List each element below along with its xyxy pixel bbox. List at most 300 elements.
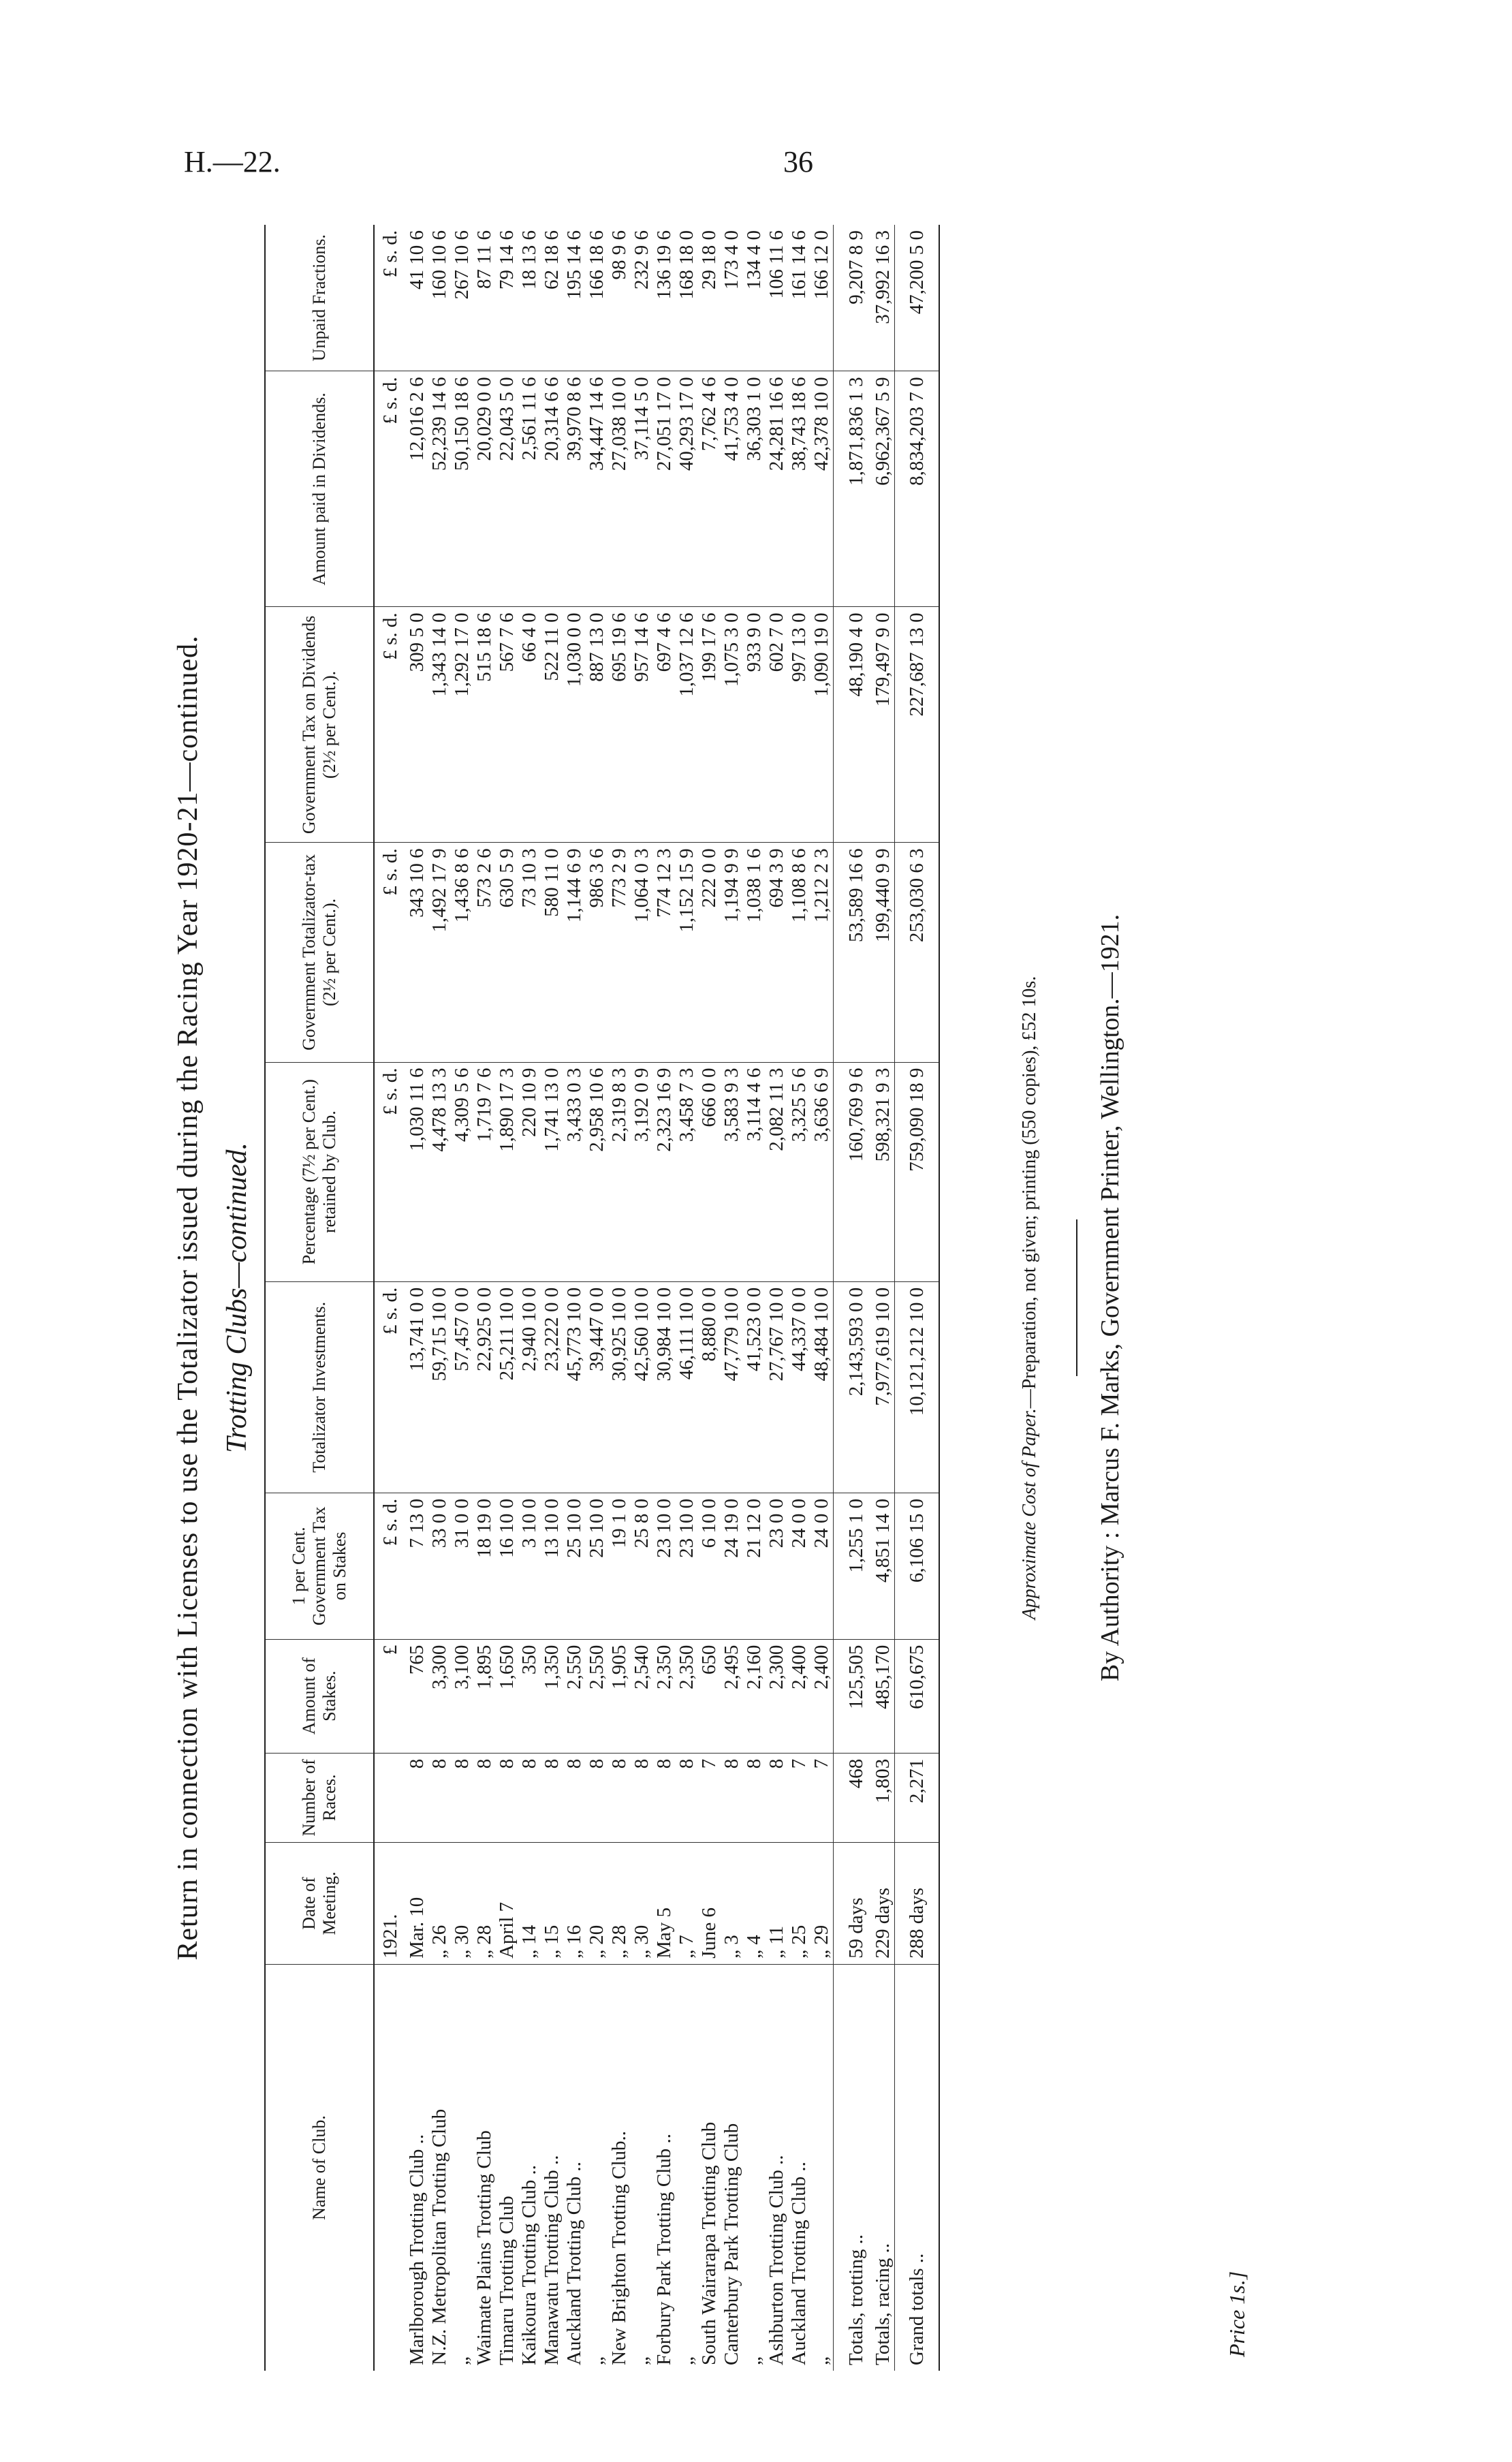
value-cell: 567 7 6 — [496, 607, 518, 843]
value-cell: 39,447 0 0 — [586, 1281, 608, 1493]
value-cell: 8 — [721, 1753, 743, 1842]
value-cell: 8 — [428, 1753, 451, 1842]
value-cell: 1,895 — [473, 1639, 496, 1753]
value-cell: 30,984 10 0 — [653, 1281, 676, 1493]
value-cell: 1,719 7 6 — [473, 1062, 496, 1281]
value-cell: £ s. d. — [374, 371, 406, 607]
club-name-cell: Canterbury Park Trotting Club — [721, 2123, 742, 2365]
date-cell: „ 30 — [631, 1842, 653, 1964]
value-cell: 41,523 0 0 — [743, 1281, 766, 1493]
value-cell: 2,271 — [895, 1753, 940, 1842]
club-name-cell: Auckland Trotting Club .. — [788, 2162, 810, 2365]
value-cell: 765 — [406, 1639, 428, 1753]
date-cell: „ 3 — [721, 1842, 743, 1964]
value-cell: 3,114 4 6 — [743, 1062, 766, 1281]
value-cell: 887 13 0 — [586, 607, 608, 843]
value-cell: 997 13 0 — [788, 607, 810, 843]
value-cell: 20,029 0 0 — [473, 371, 496, 607]
column-header: Date of Meeting. — [265, 1842, 374, 1964]
value-cell: 8 — [631, 1753, 653, 1842]
value-cell: 33 0 0 — [428, 1493, 451, 1639]
value-cell: 2,300 — [766, 1639, 788, 1753]
value-cell: 515 18 6 — [473, 607, 496, 843]
value-cell: 8 — [676, 1753, 698, 1842]
club-name-cell: Grand totals .. — [895, 1964, 940, 2371]
column-header: Unpaid Fractions. — [265, 225, 374, 371]
club-name-cell: South Wairarapa Trotting Club — [698, 2121, 720, 2365]
table-row — [810, 225, 834, 2371]
value-cell: 933 9 0 — [743, 607, 766, 843]
club-name-cell: „ — [586, 2356, 608, 2365]
value-cell: 18 13 6 — [518, 225, 541, 371]
value-cell: 2,143,593 0 0 — [834, 1281, 872, 1493]
value-cell: 24,281 16 6 — [766, 371, 788, 607]
club-name-cell: „ — [676, 2356, 697, 2365]
value-cell: 343 10 6 — [406, 843, 428, 1062]
page-title: Return in connection with Licenses to use the Totalizator issued during the Racing Year 1920-21—continued. — [172, 635, 204, 1961]
value-cell: 227,687 13 0 — [895, 607, 940, 843]
value-cell: 16 10 0 — [496, 1493, 518, 1639]
value-cell: 47,200 5 0 — [895, 225, 940, 371]
column-header: Totalizator Investments. — [265, 1281, 374, 1493]
value-cell: 1,090 19 0 — [810, 607, 834, 843]
value-cell: 630 5 9 — [496, 843, 518, 1062]
value-cell: 18 19 0 — [473, 1493, 496, 1639]
value-cell: 1,152 15 9 — [676, 843, 698, 1062]
value-cell: 36,303 1 0 — [743, 371, 766, 607]
value-cell: 573 2 6 — [473, 843, 496, 1062]
value-cell: 1,108 8 6 — [788, 843, 810, 1062]
value-cell: 580 11 0 — [541, 843, 563, 1062]
date-cell: „ 7 — [676, 1842, 698, 1964]
value-cell: 695 19 6 — [608, 607, 631, 843]
column-header: Name of Club. — [265, 1964, 374, 2371]
date-cell: June 6 — [698, 1842, 721, 1964]
value-cell: 3,325 5 6 — [788, 1062, 810, 1281]
value-cell: 37,114 5 0 — [631, 371, 653, 607]
club-name-cell — [374, 1964, 406, 2371]
value-cell: 222 0 0 — [698, 843, 721, 1062]
club-name-cell: „ — [810, 2356, 832, 2365]
value-cell: 29 18 0 — [698, 225, 721, 371]
value-cell: 39,970 8 6 — [563, 371, 586, 607]
value-cell: 8 — [586, 1753, 608, 1842]
table-row — [743, 225, 766, 2371]
value-cell: 1,350 — [541, 1639, 563, 1753]
value-cell: 160,769 9 6 — [834, 1062, 872, 1281]
value-cell: 27,038 10 0 — [608, 371, 631, 607]
value-cell: 24 0 0 — [810, 1493, 834, 1639]
club-name-cell: „ — [631, 2356, 652, 2365]
value-cell: 6 10 0 — [698, 1493, 721, 1639]
column-header: Percentage (7½ per Cent.) retained by Club. — [265, 1062, 374, 1281]
value-cell: 3,100 — [451, 1639, 473, 1753]
value-cell: 27,051 17 0 — [653, 371, 676, 607]
value-cell: 697 4 6 — [653, 607, 676, 843]
value-cell: 1,030 0 0 — [563, 607, 586, 843]
value-cell: 34,447 14 6 — [586, 371, 608, 607]
value-cell: £ s. d. — [374, 1281, 406, 1493]
value-cell: 650 — [698, 1639, 721, 1753]
date-cell: „ 4 — [743, 1842, 766, 1964]
value-cell: 485,170 — [872, 1639, 895, 1753]
table-row — [586, 225, 608, 2371]
value-cell: 27,767 10 0 — [766, 1281, 788, 1493]
club-name-cell: New Brighton Trotting Club.. — [608, 2130, 630, 2365]
value-cell: 3,636 6 9 — [810, 1062, 834, 1281]
value-cell: 1,803 — [872, 1753, 895, 1842]
value-cell: 4,851 14 0 — [872, 1493, 895, 1639]
value-cell: 4,478 13 3 — [428, 1062, 451, 1281]
value-cell: 44,337 0 0 — [788, 1281, 810, 1493]
value-cell: 23 0 0 — [766, 1493, 788, 1639]
value-cell: 47,779 10 0 — [721, 1281, 743, 1493]
value-cell: 106 11 6 — [766, 225, 788, 371]
value-cell: 8 — [406, 1753, 428, 1842]
table-row — [788, 225, 810, 2371]
value-cell: 21 12 0 — [743, 1493, 766, 1639]
value-cell: 23 10 0 — [676, 1493, 698, 1639]
value-cell: 7 — [698, 1753, 721, 1842]
value-cell: 8,880 0 0 — [698, 1281, 721, 1493]
value-cell: 2,082 11 3 — [766, 1062, 788, 1281]
value-cell: 25 10 0 — [563, 1493, 586, 1639]
table-row — [563, 225, 586, 2371]
column-header: Government Totalizator-tax (2½ per Cent.). — [265, 843, 374, 1062]
table-row — [428, 225, 451, 2371]
value-cell: 30,925 10 0 — [608, 1281, 631, 1493]
value-cell: 57,457 0 0 — [451, 1281, 473, 1493]
value-cell: 1,650 — [496, 1639, 518, 1753]
value-cell: 8 — [451, 1753, 473, 1842]
value-cell: 1,075 3 0 — [721, 607, 743, 843]
value-cell: 9,207 8 9 — [834, 225, 872, 371]
totals-row — [872, 225, 895, 2371]
date-cell: „ 28 — [473, 1842, 496, 1964]
value-cell: 125,505 — [834, 1639, 872, 1753]
value-cell: 468 — [834, 1753, 872, 1842]
value-cell: 13,741 0 0 — [406, 1281, 428, 1493]
value-cell: 8 — [743, 1753, 766, 1842]
date-cell: 1921. — [374, 1842, 406, 1964]
value-cell: 23,222 0 0 — [541, 1281, 563, 1493]
club-name-cell: N.Z. Metropolitan Trotting Club — [428, 2108, 450, 2365]
value-cell: 195 14 6 — [563, 225, 586, 371]
value-cell: 8 — [541, 1753, 563, 1842]
cost-text: —Preparation, not given; printing (550 copies), £52 10s. — [1019, 976, 1040, 1409]
value-cell: 8 — [563, 1753, 586, 1842]
value-cell: 1,212 2 3 — [810, 843, 834, 1062]
date-cell: „ 26 — [428, 1842, 451, 1964]
value-cell: 41,753 4 0 — [721, 371, 743, 607]
club-name-cell: „ — [451, 2356, 473, 2365]
value-cell: 253,030 6 3 — [895, 843, 940, 1062]
document-number: H.—22. — [184, 145, 281, 178]
value-cell: 2,350 — [653, 1639, 676, 1753]
value-cell: 48,190 4 0 — [834, 607, 872, 843]
value-cell: 161 14 6 — [788, 225, 810, 371]
value-cell: 7 13 0 — [406, 1493, 428, 1639]
value-cell: 25 8 0 — [631, 1493, 653, 1639]
value-cell: 12,016 2 6 — [406, 371, 428, 607]
value-cell: 6,106 15 0 — [895, 1493, 940, 1639]
value-cell: 2,350 — [676, 1639, 698, 1753]
value-cell: 1,492 17 9 — [428, 843, 451, 1062]
table-row — [698, 225, 721, 2371]
value-cell: 134 4 0 — [743, 225, 766, 371]
value-cell: 2,561 11 6 — [518, 371, 541, 607]
value-cell: 79 14 6 — [496, 225, 518, 371]
value-cell: 199 17 6 — [698, 607, 721, 843]
value-cell: 42,378 10 0 — [810, 371, 834, 607]
date-cell: „ 15 — [541, 1842, 563, 1964]
value-cell: 522 11 0 — [541, 607, 563, 843]
value-cell: 136 19 6 — [653, 225, 676, 371]
value-cell: 1,905 — [608, 1639, 631, 1753]
value-cell: 1,255 1 0 — [834, 1493, 872, 1639]
table-row — [473, 225, 496, 2371]
value-cell: 25,211 10 0 — [496, 1281, 518, 1493]
value-cell: 2,958 10 6 — [586, 1062, 608, 1281]
value-cell: 986 3 6 — [586, 843, 608, 1062]
value-cell: 8 — [473, 1753, 496, 1842]
value-cell: 168 18 0 — [676, 225, 698, 371]
value-cell: 23 10 0 — [653, 1493, 676, 1639]
date-cell: Mar. 10 — [406, 1842, 428, 1964]
table-row — [406, 225, 428, 2371]
value-cell: 1,343 14 0 — [428, 607, 451, 843]
column-header: Amount of Stakes. — [265, 1639, 374, 1753]
value-cell — [374, 1753, 406, 1842]
date-cell: „ 25 — [788, 1842, 810, 1964]
table-row — [518, 225, 541, 2371]
table-row — [653, 225, 676, 2371]
column-header: 1 per Cent. Government Tax on Stakes — [265, 1493, 374, 1639]
date-cell: April 7 — [496, 1842, 518, 1964]
club-name-cell: Timaru Trotting Club — [496, 2196, 518, 2365]
value-cell: 2,495 — [721, 1639, 743, 1753]
value-cell: 267 10 6 — [451, 225, 473, 371]
value-cell: 40,293 17 0 — [676, 371, 698, 607]
page-number: 36 — [783, 145, 813, 178]
value-cell: 957 14 6 — [631, 607, 653, 843]
value-cell: £ s. d. — [374, 843, 406, 1062]
column-header: Government Tax on Dividends (2½ per Cent.). — [265, 607, 374, 843]
printer-authority-line: By Authority : Marcus F. Marks, Government Printer, Wellington.—1921. — [1096, 914, 1124, 1682]
value-cell: 66 4 0 — [518, 607, 541, 843]
value-cell: 1,064 0 3 — [631, 843, 653, 1062]
value-cell: 8 — [766, 1753, 788, 1842]
date-cell: „ 14 — [518, 1842, 541, 1964]
value-cell: 2,540 — [631, 1639, 653, 1753]
value-cell: 1,436 8 6 — [451, 843, 473, 1062]
value-cell: 8 — [608, 1753, 631, 1842]
value-cell: 173 4 0 — [721, 225, 743, 371]
value-cell: 2,319 8 3 — [608, 1062, 631, 1281]
value-cell: 3,583 9 3 — [721, 1062, 743, 1281]
value-cell: 8 — [518, 1753, 541, 1842]
value-cell: 774 12 3 — [653, 843, 676, 1062]
value-cell: 1,037 12 6 — [676, 607, 698, 843]
value-cell: 2,550 — [563, 1639, 586, 1753]
cost-of-paper-note — [1019, 225, 1041, 2371]
rotated-page-content — [155, 225, 1272, 2371]
value-cell: 22,043 5 0 — [496, 371, 518, 607]
value-cell: 220 10 9 — [518, 1062, 541, 1281]
value-cell: 602 7 0 — [766, 607, 788, 843]
club-name-cell: Waimate Plains Trotting Club — [473, 2130, 495, 2365]
section-subtitle: Trotting Clubs—continued. — [221, 1142, 253, 1453]
value-cell: 1,194 9 9 — [721, 843, 743, 1062]
value-cell: 24 0 0 — [788, 1493, 810, 1639]
value-cell: 2,940 10 0 — [518, 1281, 541, 1493]
header-row — [265, 225, 374, 2371]
value-cell: 59,715 10 0 — [428, 1281, 451, 1493]
value-cell: 10,121,212 10 0 — [895, 1281, 940, 1493]
value-cell: 1,292 17 0 — [451, 607, 473, 843]
value-cell: 98 9 6 — [608, 225, 631, 371]
club-name-cell: „ — [743, 2356, 765, 2365]
date-cell: „ 11 — [766, 1842, 788, 1964]
value-cell: 232 9 6 — [631, 225, 653, 371]
value-cell: 8 — [653, 1753, 676, 1842]
value-cell: 41 10 6 — [406, 225, 428, 371]
value-cell: 45,773 10 0 — [563, 1281, 586, 1493]
value-cell: 38,743 18 6 — [788, 371, 810, 607]
value-cell: 166 12 0 — [810, 225, 834, 371]
value-cell: 50,150 18 6 — [451, 371, 473, 607]
value-cell: 6,962,367 5 9 — [872, 371, 895, 607]
club-name-cell: Ashburton Trotting Club .. — [766, 2155, 787, 2365]
value-cell: 53,589 16 6 — [834, 843, 872, 1062]
club-name-cell: Totals, trotting .. — [834, 1964, 872, 2371]
value-cell: 2,400 — [810, 1639, 834, 1753]
club-name-cell: Marlborough Trotting Club .. — [406, 2134, 428, 2365]
date-cell: „ 30 — [451, 1842, 473, 1964]
value-cell: 48,484 10 0 — [810, 1281, 834, 1493]
value-cell: 3,192 0 9 — [631, 1062, 653, 1281]
value-cell: 179,497 9 0 — [872, 607, 895, 843]
date-cell: 59 days — [834, 1842, 872, 1964]
value-cell: 199,440 9 9 — [872, 843, 895, 1062]
value-cell: 73 10 3 — [518, 843, 541, 1062]
date-cell: May 5 — [653, 1842, 676, 1964]
column-header: Amount paid in Dividends. — [265, 371, 374, 607]
table-row — [541, 225, 563, 2371]
value-cell: 1,038 1 6 — [743, 843, 766, 1062]
date-cell: „ 16 — [563, 1842, 586, 1964]
table-row — [676, 225, 698, 2371]
value-cell: 7,762 4 6 — [698, 371, 721, 607]
value-cell: 25 10 0 — [586, 1493, 608, 1639]
value-cell: 350 — [518, 1639, 541, 1753]
value-cell: 7 — [810, 1753, 834, 1842]
value-cell: 166 18 6 — [586, 225, 608, 371]
value-cell: 759,090 18 9 — [895, 1062, 940, 1281]
value-cell: 22,925 0 0 — [473, 1281, 496, 1493]
price-note: Price 1s.] — [1225, 2271, 1249, 2357]
value-cell: 666 0 0 — [698, 1062, 721, 1281]
value-cell: £ s. d. — [374, 607, 406, 843]
value-cell: 31 0 0 — [451, 1493, 473, 1639]
table-row — [496, 225, 518, 2371]
value-cell: 7 — [788, 1753, 810, 1842]
table-row — [608, 225, 631, 2371]
date-cell: 288 days — [895, 1842, 940, 1964]
grand-totals-row — [895, 225, 940, 2371]
value-cell: 7,977,619 10 0 — [872, 1281, 895, 1493]
date-cell: „ 20 — [586, 1842, 608, 1964]
value-cell: 309 5 0 — [406, 607, 428, 843]
value-cell: 1,030 11 6 — [406, 1062, 428, 1281]
value-cell: 610,675 — [895, 1639, 940, 1753]
value-cell: 1,890 17 3 — [496, 1062, 518, 1281]
value-cell: 20,314 6 6 — [541, 371, 563, 607]
table-row — [721, 225, 743, 2371]
value-cell: 13 10 0 — [541, 1493, 563, 1639]
value-cell: £ s. d. — [374, 225, 406, 371]
value-cell: 598,321 9 3 — [872, 1062, 895, 1281]
value-cell: 62 18 6 — [541, 225, 563, 371]
value-cell: 87 11 6 — [473, 225, 496, 371]
value-cell: 42,560 10 0 — [631, 1281, 653, 1493]
value-cell: 4,309 5 6 — [451, 1062, 473, 1281]
value-cell: £ s. d. — [374, 1493, 406, 1639]
value-cell: 1,144 6 9 — [563, 843, 586, 1062]
value-cell: 2,323 16 9 — [653, 1062, 676, 1281]
divider-rule — [1076, 1219, 1077, 1376]
column-header: Number of Races. — [265, 1753, 374, 1842]
date-cell: „ 28 — [608, 1842, 631, 1964]
club-name-cell: Manawatu Trotting Club .. — [541, 2155, 563, 2365]
table-row — [451, 225, 473, 2371]
club-name-cell: Totals, racing .. — [872, 2243, 894, 2365]
value-cell: 37,992 16 3 — [872, 225, 895, 371]
value-cell: 19 1 0 — [608, 1493, 631, 1639]
units-row — [374, 225, 406, 2371]
value-cell: 160 10 6 — [428, 225, 451, 371]
date-cell: 229 days — [872, 1842, 895, 1964]
value-cell: 2,160 — [743, 1639, 766, 1753]
value-cell: 3,300 — [428, 1639, 451, 1753]
value-cell: 8 — [496, 1753, 518, 1842]
value-cell: 3 10 0 — [518, 1493, 541, 1639]
value-cell: 1,871,836 1 3 — [834, 371, 872, 607]
value-cell: 2,400 — [788, 1639, 810, 1753]
value-cell: 3,458 7 3 — [676, 1062, 698, 1281]
value-cell: 8,834,203 7 0 — [895, 371, 940, 607]
cost-label: Approximate Cost of Paper. — [1019, 1408, 1040, 1620]
value-cell: 3,433 0 3 — [563, 1062, 586, 1281]
club-name-cell: Kaikoura Trotting Club .. — [518, 2164, 540, 2365]
value-cell: £ — [374, 1639, 406, 1753]
date-cell: „ 29 — [810, 1842, 834, 1964]
value-cell: 2,550 — [586, 1639, 608, 1753]
value-cell: 52,239 14 6 — [428, 371, 451, 607]
table-row — [766, 225, 788, 2371]
club-name-cell: Forbury Park Trotting Club .. — [653, 2134, 675, 2365]
value-cell: 46,111 10 0 — [676, 1281, 698, 1493]
value-cell: 694 3 9 — [766, 843, 788, 1062]
totalizator-return-table — [264, 225, 940, 2371]
totals-row — [834, 225, 872, 2371]
value-cell: 773 2 9 — [608, 843, 631, 1062]
value-cell: 1,741 13 0 — [541, 1062, 563, 1281]
table-row — [631, 225, 653, 2371]
value-cell: 24 19 0 — [721, 1493, 743, 1639]
value-cell: £ s. d. — [374, 1062, 406, 1281]
club-name-cell: Auckland Trotting Club .. — [563, 2162, 585, 2365]
